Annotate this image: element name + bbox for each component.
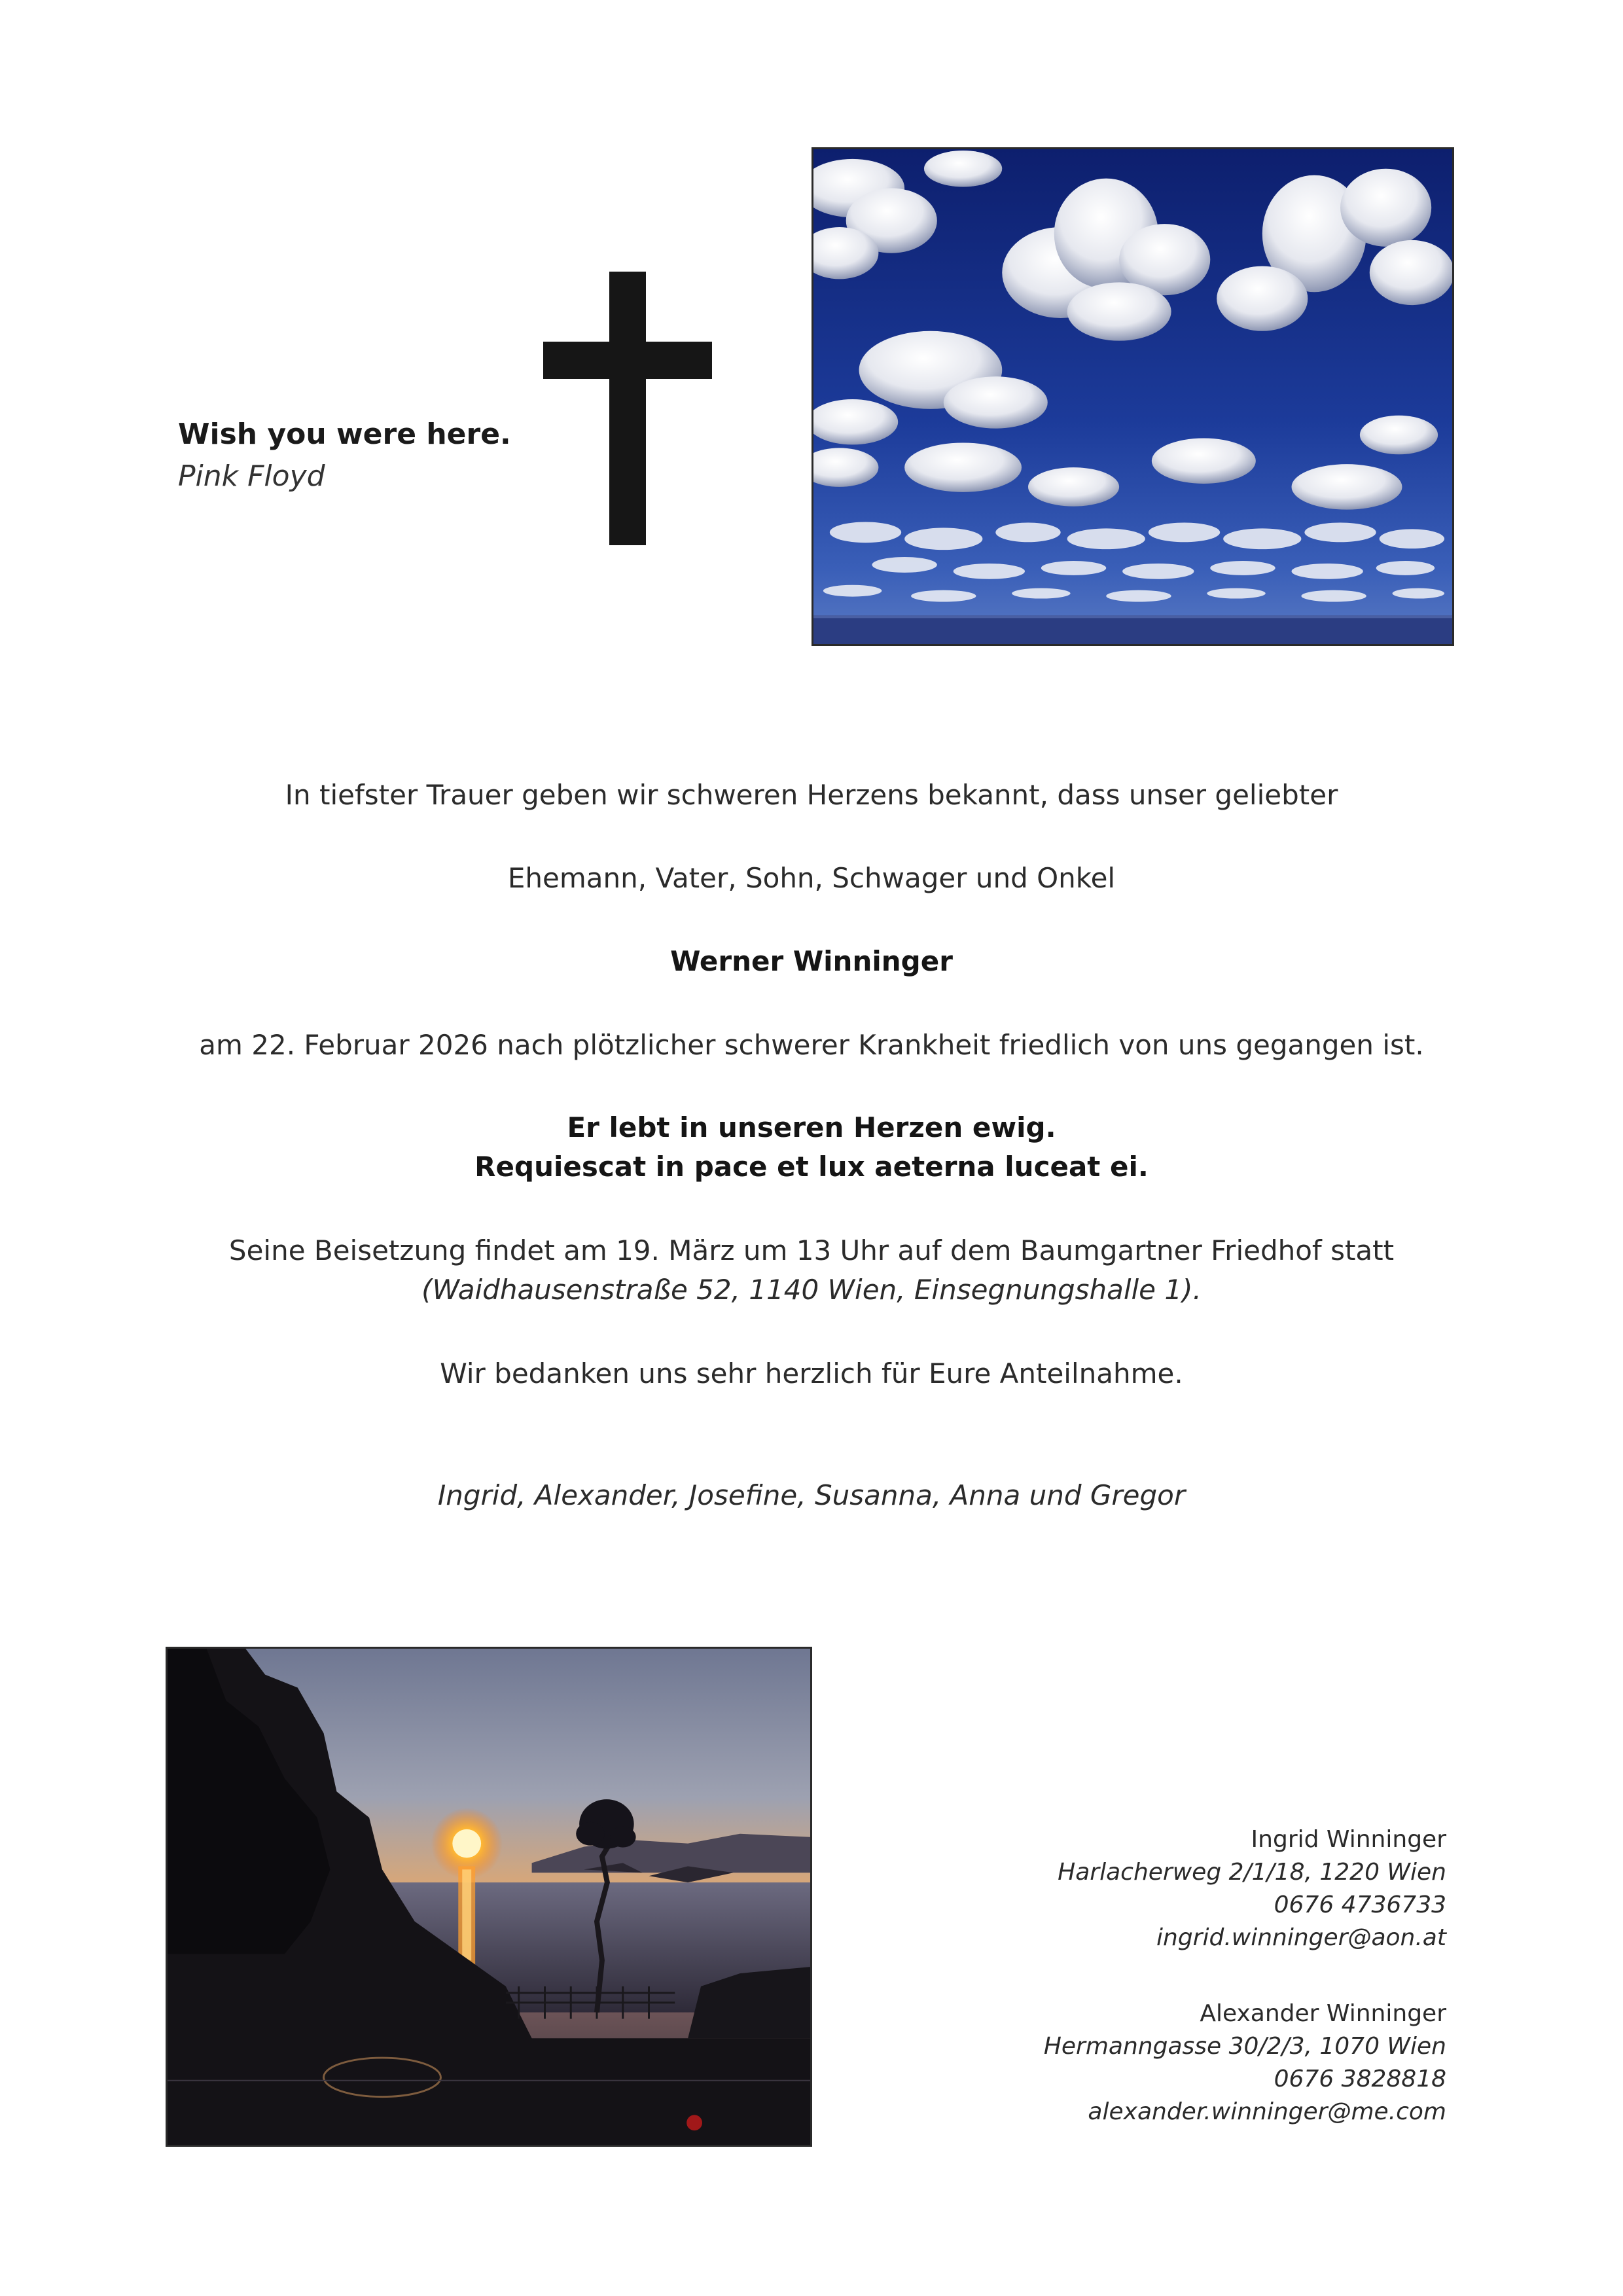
contact-email[interactable]: ingrid.winninger@aon.at (1156, 1924, 1446, 1951)
clouds-photo (812, 147, 1454, 646)
thanks-line: Wir bedanken uns sehr herzlich für Eure Anteilnahme. (440, 1357, 1183, 1390)
sunset-photo (166, 1647, 812, 2147)
contact-phone: 0676 3828818 (1274, 2066, 1446, 2092)
contact-card (1044, 1823, 1446, 1954)
contact-phone: 0676 4736733 (1274, 1892, 1446, 1918)
quote-block (178, 414, 511, 497)
funeral-line: Seine Beisetzung findet am 19. März um 13 Uhr auf dem Baumgartner Friedhof statt (228, 1234, 1395, 1266)
quote-author: Pink Floyd (178, 459, 325, 493)
cross-horizontal-bar (543, 342, 712, 379)
sunset-photo-graphic (168, 1649, 810, 2145)
deceased-name: Werner Winninger (670, 945, 953, 977)
contact-name: Alexander Winninger (1200, 2000, 1446, 2027)
cross-vertical-bar (609, 272, 646, 545)
announcement-intro: In tiefster Trauer geben wir schweren Herzens bekannt, dass unser geliebter (285, 779, 1338, 811)
contact-card (1044, 1998, 1446, 2128)
funeral-address: (Waidhausenstraße 52, 1140 Wien, Einsegnungshalle 1). (421, 1274, 1202, 1306)
announcement-relations: Ehemann, Vater, Sohn, Schwager und Onkel (507, 862, 1116, 894)
clouds-photo-graphic (813, 149, 1452, 644)
contact-address: Hermanngasse 30/2/3, 1070 Wien (1043, 2033, 1446, 2060)
announcement-date-line: am 22. Februar 2026 nach plötzlicher schwerer Krankheit friedlich von uns gegangen ist. (199, 1029, 1424, 1061)
contact-address: Harlacherweg 2/1/18, 1220 Wien (1058, 1859, 1446, 1886)
cross-icon (543, 272, 712, 545)
contact-name: Ingrid Winninger (1251, 1826, 1446, 1853)
quote-text: Wish you were here. (178, 418, 511, 451)
family-signature: Ingrid, Alexander, Josefine, Susanna, Anna und Gregor (437, 1479, 1186, 1511)
motto-line-2: Requiescat in pace et lux aeterna luceat ei. (474, 1151, 1149, 1183)
contact-email[interactable]: alexander.winninger@me.com (1088, 2098, 1446, 2125)
motto-line-1: Er lebt in unseren Herzen ewig. (567, 1111, 1056, 1143)
contacts-block (1044, 1823, 1446, 2128)
contact-spacer (1044, 1954, 1446, 1998)
